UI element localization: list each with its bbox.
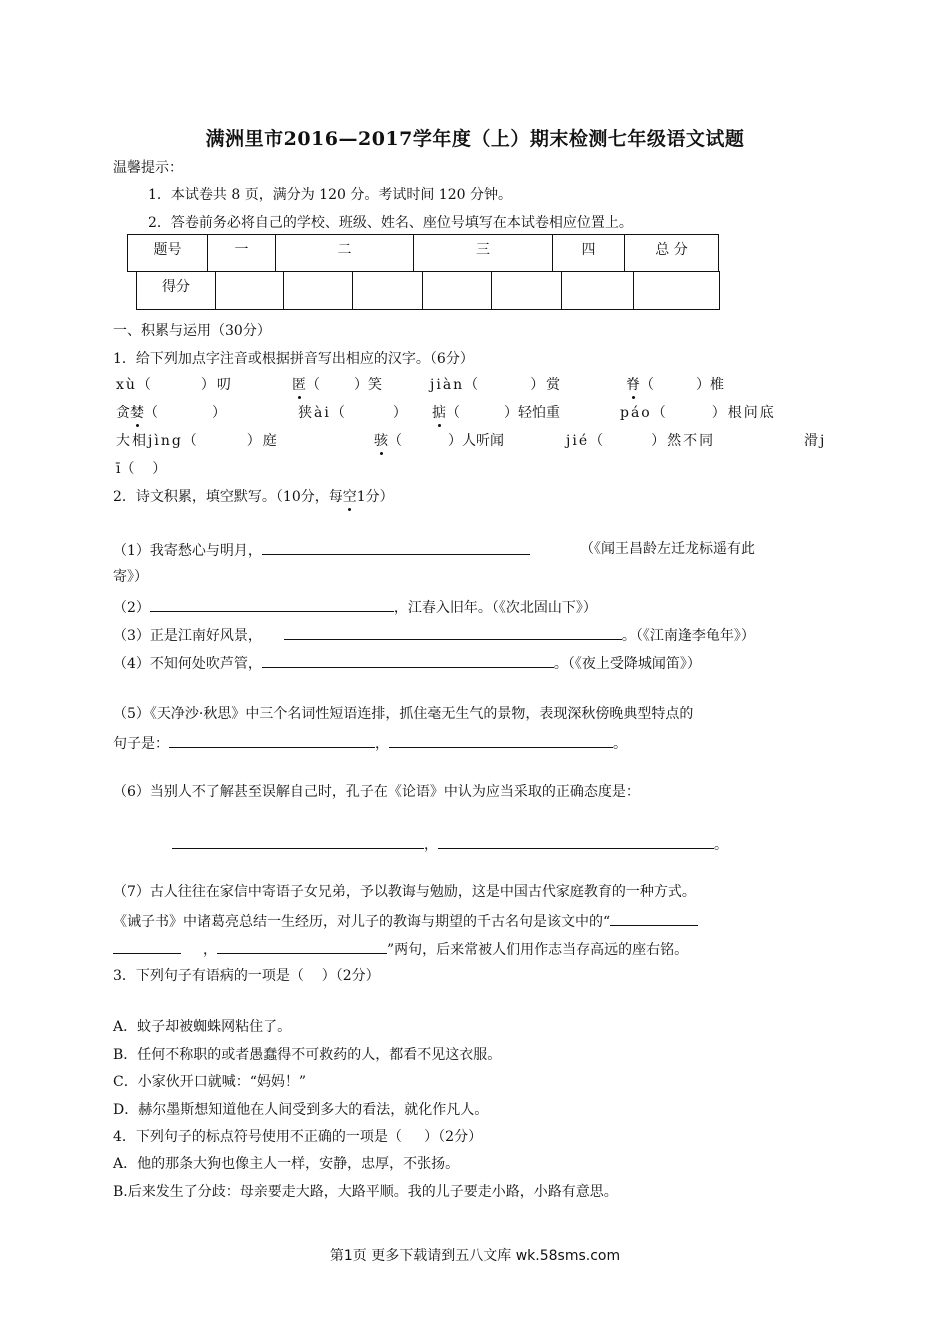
page-footer: 第1页 更多下载请到五八文库 wk.58sms.com	[329, 1248, 621, 1264]
poem-item: （4）不知何处吹芦管， 。（《夜上受降城闻笛》）	[113, 651, 701, 673]
pinyin-item: 掂（ ）轻怕重	[432, 405, 560, 421]
score-cell	[422, 271, 492, 310]
option-item: C．小家伙开口就喊：“妈妈！”	[113, 1074, 307, 1090]
poem-item: （2） ，江春入旧年。（《次北固山下》）	[113, 595, 597, 617]
page-title: 满洲里市2016—2017学年度（上）期末检测七年级语文试题	[205, 128, 745, 150]
table-header-cell: 题号	[127, 234, 208, 272]
poem-item: ， 。	[172, 832, 728, 854]
option-item: B．任何不称职的或者愚蠢得不可救药的人，都看不见这衣服。	[113, 1047, 502, 1063]
question-stem: 2．诗文积累，填空默写。（10分，每空1分）	[113, 489, 394, 505]
score-cell	[283, 271, 353, 310]
table-header-cell: 三	[413, 234, 553, 272]
tips-heading: 温馨提示：	[113, 160, 183, 176]
poem-item: 《诫子书》中诸葛亮总结一生经历，对儿子的教诲与期望的千古名句是该文中的“	[113, 909, 698, 931]
pinyin-item: jié（ ）然不同	[566, 433, 716, 449]
pinyin-item: ī（ ）	[116, 461, 167, 477]
poem-source: （《闻王昌龄左迁龙标遥有此	[580, 541, 755, 557]
poem-item: （5）《天净沙·秋思》中三个名词性短语连排，抓住毫无生气的景物，表现深秋傍晚典型特点的	[113, 706, 694, 722]
pinyin-item: 大相jìng（ ）庭	[116, 433, 279, 449]
poem-item: （3）正是江南好风景， 。（《江南逢李龟年》）	[113, 623, 755, 645]
poem-item: 句子是： ， 。	[113, 731, 627, 753]
option-item: A．蚊子却被蜘蛛网粘住了。	[113, 1019, 292, 1035]
score-cell	[561, 271, 634, 310]
pinyin-item: páo（ ）根问底	[620, 405, 776, 421]
pinyin-item: 贪婪（ ）	[116, 405, 226, 421]
table-header-cell: 总 分	[624, 234, 719, 272]
table-header-cell: 四	[552, 234, 625, 272]
score-cell	[352, 271, 423, 310]
pinyin-item: 匿（ ）笑	[292, 377, 382, 393]
score-cell	[491, 271, 562, 310]
section-heading: 一、积累与运用（30分）	[113, 323, 271, 339]
option-item: B.后来发生了分歧：母亲要走大路，大路平顺。我的儿子要走小路，小路有意思。	[113, 1184, 618, 1200]
table-score-label: 得分	[136, 271, 216, 310]
pinyin-item: jiàn（ ）赏	[430, 377, 563, 393]
score-cell	[633, 271, 720, 310]
question-stem: 1．给下列加点字注音或根据拼音写出相应的汉字。（6分）	[113, 351, 474, 367]
question-stem: 4．下列句子的标点符号使用不正确的一项是（ ）（2分）	[113, 1129, 483, 1145]
poem-item: ， ”两句，后来常被人们用作志当存高远的座右铭。	[113, 937, 688, 959]
poem-source: 寄》）	[113, 569, 148, 585]
table-header-cell: 二	[275, 234, 414, 272]
tip-item: 1．本试卷共 8 页，满分为 120 分。考试时间 120 分钟。	[148, 187, 512, 203]
question-stem: 3．下列句子有语病的一项是（ ）（2分）	[113, 968, 380, 984]
poem-item: （1）我寄愁心与明月，	[113, 538, 530, 560]
pinyin-item: 滑j	[804, 433, 827, 449]
pinyin-item: 骇（ ）人听闻	[374, 433, 504, 449]
pinyin-item: 狭ài（ ）	[298, 405, 409, 421]
table-header-cell: 一	[207, 234, 276, 272]
option-item: D．赫尔墨斯想知道他在人间受到多大的看法，就化作凡人。	[113, 1102, 489, 1118]
poem-item: （6）当别人不了解甚至误解自己时，孔子在《论语》中认为应当采取的正确态度是：	[113, 784, 640, 800]
tip-item: 2．答卷前务必将自己的学校、班级、姓名、座位号填写在本试卷相应位置上。	[148, 215, 633, 231]
pinyin-item: xù（ ）叨	[116, 377, 233, 393]
option-item: A．他的那条大狗也像主人一样，安静，忠厚，不张扬。	[113, 1156, 460, 1172]
pinyin-item: 脊（ ）椎	[626, 377, 724, 393]
poem-item: （7）古人往往在家信中寄语子女兄弟，予以教诲与勉励，这是中国古代家庭教育的一种方式。	[113, 884, 696, 900]
score-cell	[215, 271, 284, 310]
